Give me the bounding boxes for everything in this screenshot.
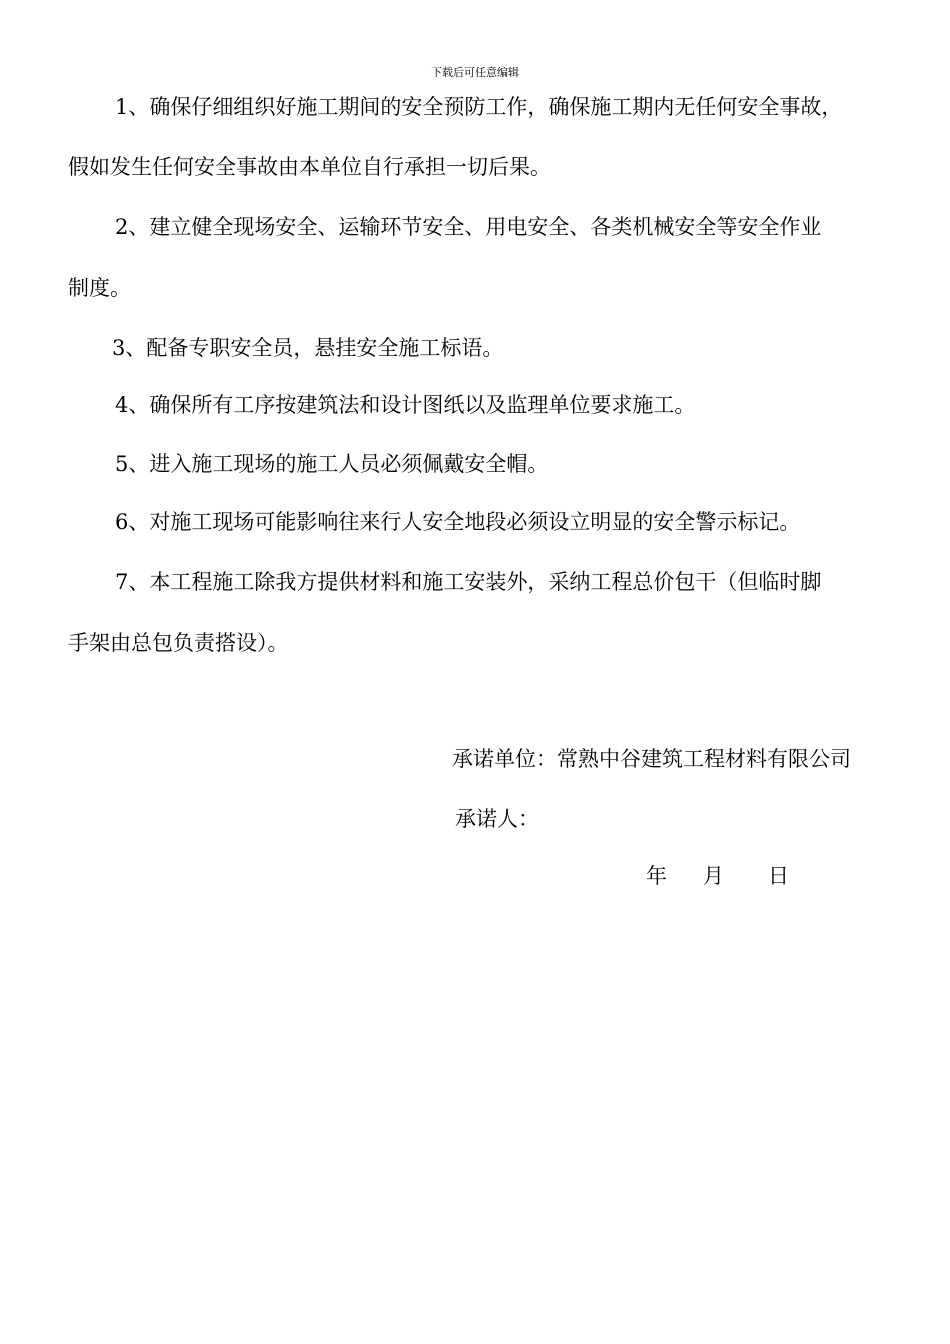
paragraph-line: 7、本工程施工除我方提供材料和施工安装外，采纳工程总价包干（但临时脚 xyxy=(115,570,822,594)
paragraph-line: 4、确保所有工序按建筑法和设计图纸以及监理单位要求施工。 xyxy=(115,393,696,417)
paragraph-line: 6、对施工现场可能影响往来行人安全地段必须设立明显的安全警示标记。 xyxy=(115,510,801,534)
paragraph-line: 假如发生任何安全事故由本单位自行承担一切后果。 xyxy=(68,155,551,179)
promising-unit: 承诺单位：常熟中谷建筑工程材料有限公司 xyxy=(452,747,851,771)
promising-person: 承诺人： xyxy=(455,807,539,831)
paragraph-line: 2、建立健全现场安全、运输环节安全、用电安全、各类机械安全等安全作业 xyxy=(115,215,822,239)
paragraph-line: 5、进入施工现场的施工人员必须佩戴安全帽。 xyxy=(115,452,549,476)
date-month: 月 xyxy=(703,864,724,888)
date-year: 年 xyxy=(646,864,667,888)
paragraph-line: 1、确保仔细组织好施工期间的安全预防工作，确保施工期内无任何安全事故， xyxy=(115,95,843,119)
page-header: 下载后可任意编辑 xyxy=(431,66,519,79)
date-day: 日 xyxy=(768,864,789,888)
paragraph-line: 制度。 xyxy=(68,276,131,300)
paragraph-line: 手架由总包负责搭设）。 xyxy=(68,631,289,655)
paragraph-line: 3、配备专职安全员，悬挂安全施工标语。 xyxy=(112,336,504,360)
